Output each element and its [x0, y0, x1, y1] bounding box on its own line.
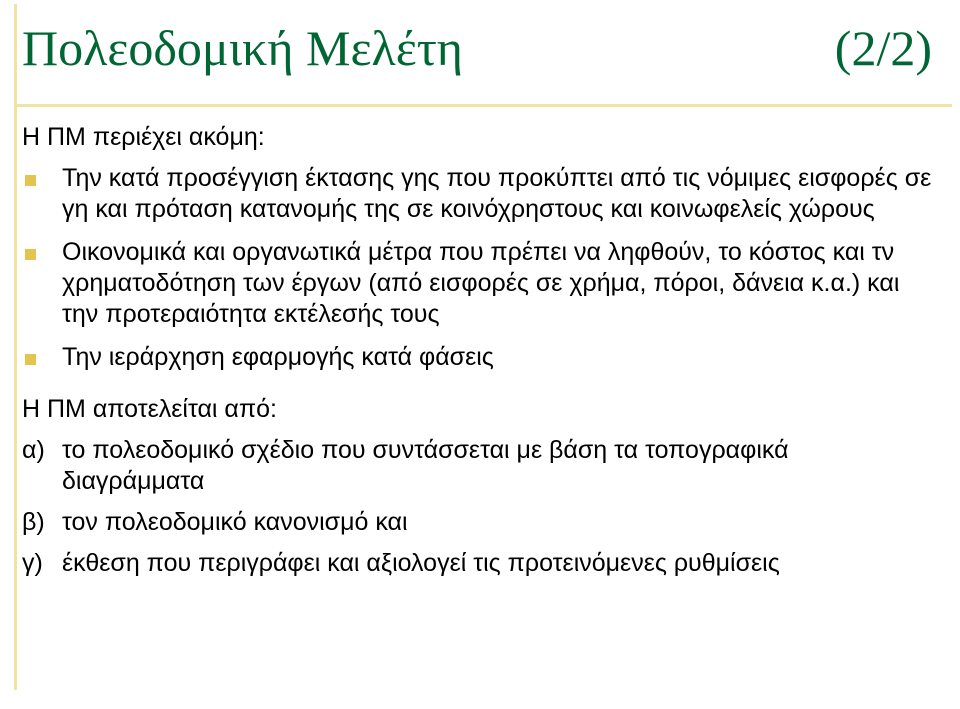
section-heading-contents: Η ΠΜ περιέχει ακόμη:	[22, 123, 265, 151]
list-item	[22, 548, 932, 579]
list-item	[22, 435, 932, 497]
square-bullet-icon	[25, 249, 36, 260]
item-text: το πολεοδομικό σχέδιο που συντάσσεται με βάση τα τοπογραφικά διαγράμματα	[62, 436, 789, 495]
item-text: τον πολεοδομικό κανονισμό και	[62, 508, 408, 536]
item-label: γ)	[22, 549, 43, 577]
bullet-item	[22, 342, 932, 373]
page-number: (2/2)	[834, 20, 932, 76]
bullet-list	[22, 163, 932, 373]
bullet-item	[22, 237, 932, 330]
bullet-text: Την ιεράρχηση εφαρμογής κατά φάσεις	[62, 343, 494, 371]
square-bullet-icon	[25, 354, 36, 365]
bullet-text: Την κατά προσέγγιση έκτασης γης που προκύπτει από τις νόμιμες εισφορές σε γη και πρόταση κατανομής της σε κοινόχρηστους και κοινωφελείς χώρους	[62, 164, 932, 223]
slide-title: Πολεοδομική Μελέτη	[22, 20, 463, 76]
title-rule	[14, 104, 952, 107]
square-bullet-icon	[25, 175, 36, 186]
item-label: α)	[22, 436, 45, 464]
item-text: έκθεση που περιγράφει και αξιολογεί τις προτεινόμενες ρυθμίσεις	[62, 549, 780, 577]
list-item	[22, 507, 932, 538]
bullet-item	[22, 163, 932, 225]
section-heading-composition: Η ΠΜ αποτελείται από:	[22, 395, 277, 423]
bullet-text: Οικονομικά και οργανωτικά μέτρα που πρέπει να ληφθούν, το κόστος και τν χρηματοδότηση των έργων (από εισφορές σε χρήμα, πόροι, δάνεια κ.α.) και την προτεραιότητα εκτέλεσής τους	[62, 238, 900, 328]
item-label: β)	[22, 508, 45, 536]
slide-body	[22, 122, 932, 589]
